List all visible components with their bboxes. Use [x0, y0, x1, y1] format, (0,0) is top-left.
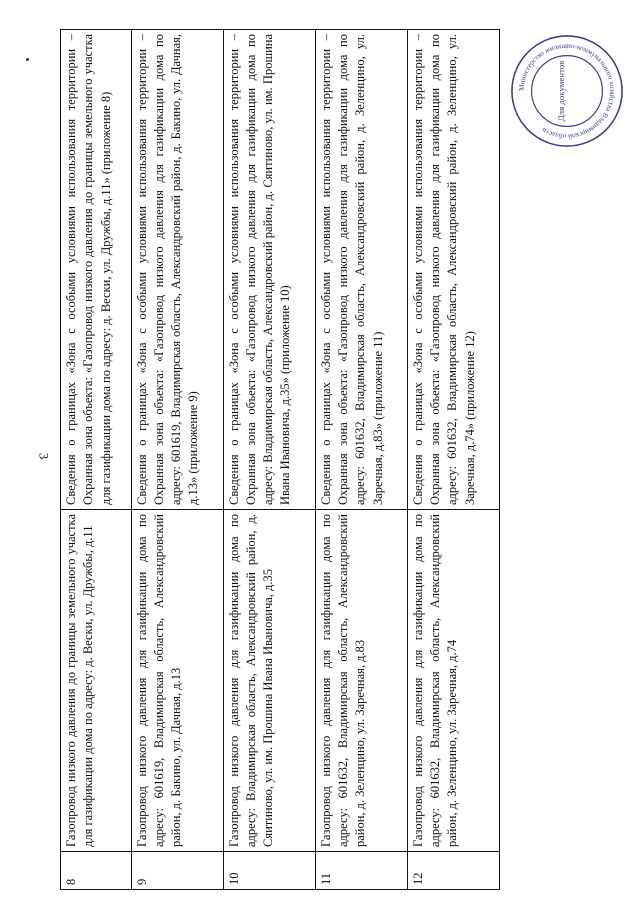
stamp-ring-text: Министерство жилищно-коммунального хозяйства Владимирской области — [517, 41, 617, 141]
row-number: 12 — [407, 852, 499, 890]
zone-info-cell: Сведения о границах «Зона с особыми условиями использования территории – Охранная зона объекта: «Газопровод низкого давления для газификации дома по адресу: 601632, Владимирская область, Александровский район, д. Зеленцино, ул. Заречная, д.74» (приложение 12) — [407, 30, 499, 510]
table-row — [131, 30, 223, 890]
table-row — [407, 30, 499, 890]
object-name-cell: Газопровод низкого давления для газификации дома по адресу: 601632, Владимирская область, Александровский район, д. Зеленцино, ул. Заречная, д.74 — [407, 510, 499, 852]
scan-speck — [26, 58, 29, 61]
zone-info-cell: Сведения о границах «Зона с особыми условиями использования территории – Охранная зона объекта: «Газопровод низкого давления для газификации дома по адресу: 601619, Владимирская область, Александровский район, д. Бакино, ул. Дачная, д.13» (приложение 9) — [131, 30, 223, 510]
rotated-table-container — [60, 30, 500, 890]
object-name-cell: Газопровод низкого давления до границы земельного участка для газификации дома по адресу: д. Вески, ул. Дружбы, д.11 — [61, 510, 132, 852]
row-number: 11 — [315, 852, 407, 890]
zone-info-cell: Сведения о границах «Зона с особыми условиями использования территории – Охранная зона объекта: «Газопровод низкого давления до границы земельного участка для газификации дома по адресу: д. Вески, ул. Дружбы, д.11» (приложение 8) — [61, 30, 132, 510]
stamp-seal-icon — [508, 32, 626, 150]
object-name-cell: Газопровод низкого давления для газификации дома по адресу: 601619, Владимирская область, Александровский район, д. Бакино, ул. Дачная, д.13 — [131, 510, 223, 852]
zone-info-cell: Сведения о границах «Зона с особыми условиями использования территории – Охранная зона объекта: «Газопровод низкого давления для газификации дома по адресу: 601632, Владимирская область, Александровский район, д. Зеленцино, ул. Заречная, д.83» (приложение 11) — [315, 30, 407, 510]
table-row — [223, 30, 315, 890]
official-stamp — [508, 32, 626, 150]
table-row — [61, 30, 132, 890]
stamp-center-text: Для документов — [556, 60, 567, 122]
table-row — [315, 30, 407, 890]
page-number: 3 — [36, 452, 52, 460]
object-name-cell: Газопровод низкого давления для газификации дома по адресу: Владимирская область, Александровский район, д. Сяитиново, ул. им. Прошина Ивана Ивановича, д.35 — [223, 510, 315, 852]
row-number: 9 — [131, 852, 223, 890]
zones-table — [60, 29, 500, 890]
zone-info-cell: Сведения о границах «Зона с особыми условиями использования территории – Охранная зона объекта: «Газопровод низкого давления для газификации дома по адресу: Владимирская область, Александровский район, д. Сяитиново, ул. им. Прошина Ивана Ивановича, д.35» (приложение 10) — [223, 30, 315, 510]
row-number: 10 — [223, 852, 315, 890]
object-name-cell: Газопровод низкого давления для газификации дома по адресу: 601632, Владимирская область, Александровский район, д. Зеленцино, ул. Заречная, д.83 — [315, 510, 407, 852]
row-number: 8 — [61, 852, 132, 890]
